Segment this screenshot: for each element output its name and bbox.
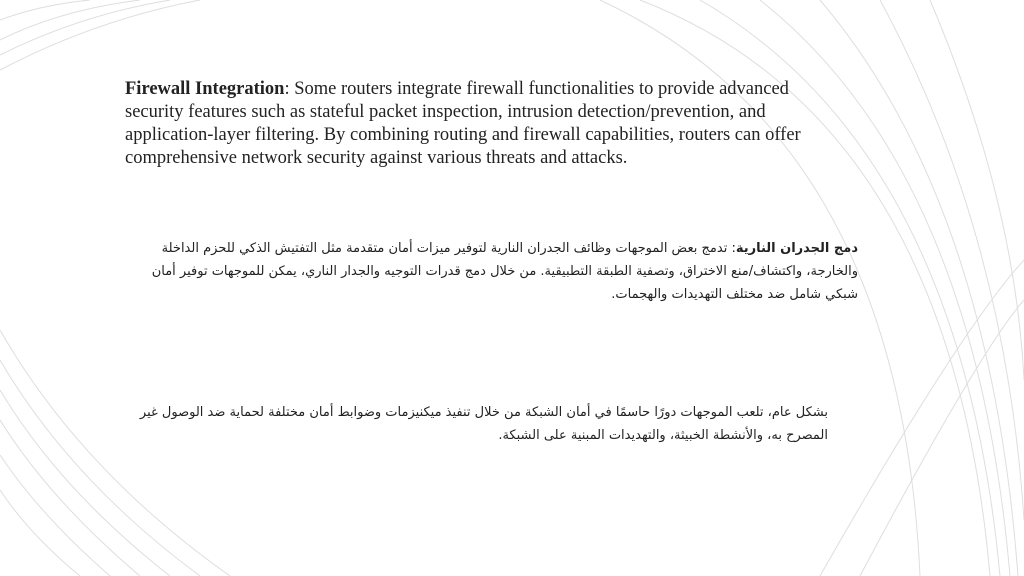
english-body-text: : Some routers integrate firewall functionalities to provide advanced security features such as stateful packet inspection, intrusion detection/prevention, and application-layer filtering. By combining routing and firewall capabilities, routers can offer comprehensive network security against various threats and attacks. [125,79,801,168]
arabic-paragraph-2 [122,401,828,447]
arabic-body-text-2: بشكل عام، تلعب الموجهات دورًا حاسمًا في أمان الشبكة من خلال تنفيذ ميكنيزمات وضوابط أمان مختلفة لحماية ضد الوصول غير المصرح به، والأنشطة الخبيثة، والتهديدات المبنية على الشبكة. [139,405,828,443]
arabic-paragraph-1 [122,237,858,306]
arabic-body-text-1: : تدمج بعض الموجهات وظائف الجدران النارية لتوفير ميزات أمان متقدمة مثل التفتيش الذكي للحزم الداخلة والخارجة، واكتشاف/منع الاختراق، وتصفية الطبقة التطبيقية. من خلال دمج قدرات التوجيه والجدار الناري، يمكن للموجهات توفير أمان شبكي شامل ضد مختلف التهديدات والهجمات. [151,241,858,302]
arabic-lead-term: دمج الجدران النارية [735,241,858,256]
english-paragraph [125,78,835,170]
english-lead-term: Firewall Integration [125,79,285,99]
